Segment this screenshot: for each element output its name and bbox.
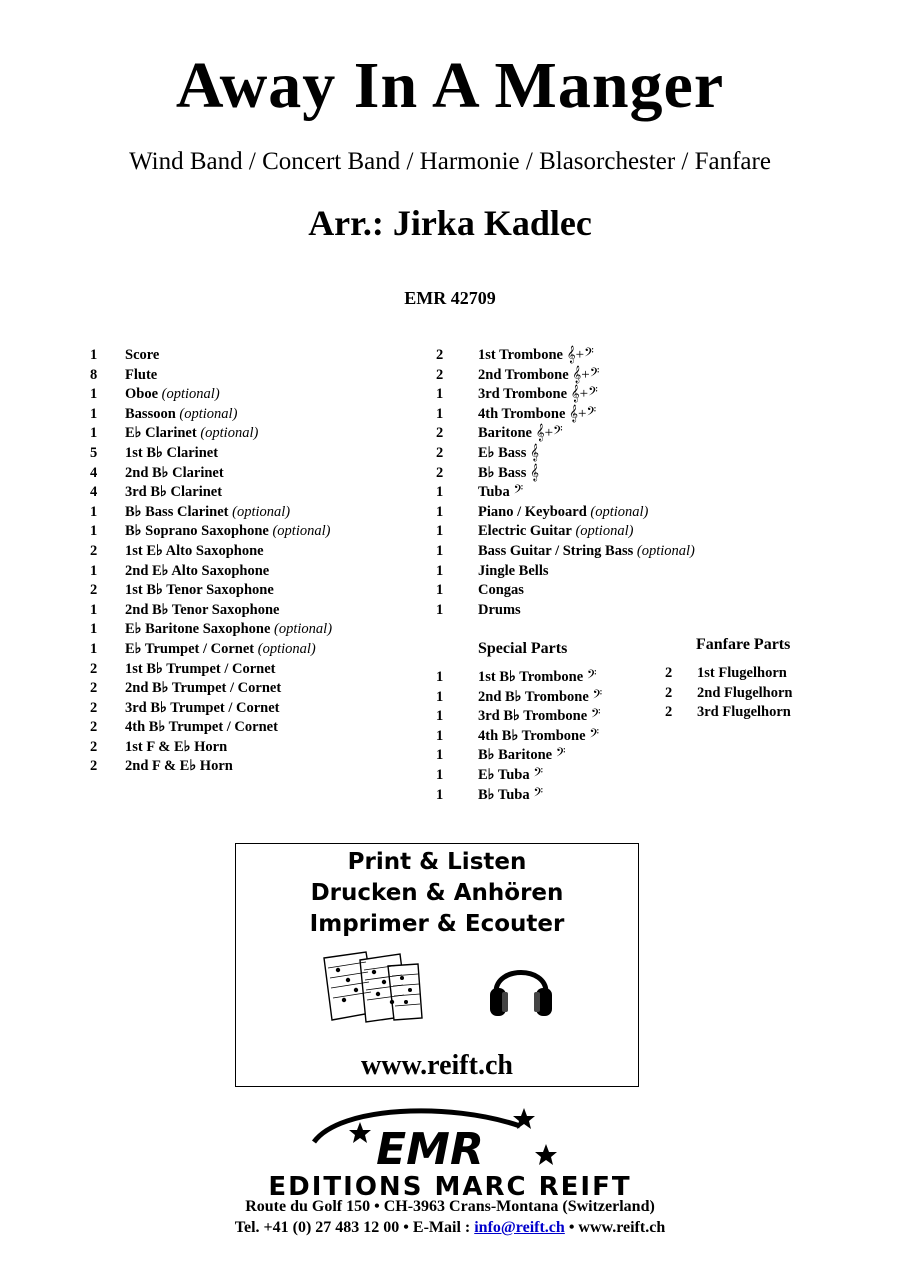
part-name — [125, 405, 237, 425]
part-row — [436, 707, 656, 727]
part-label: E♭ Clarinet — [125, 425, 197, 442]
clef-icon: 𝄞+𝄢 — [531, 425, 563, 442]
part-row — [90, 581, 410, 601]
part-name — [478, 522, 633, 542]
part-label: E♭ Baritone Saxophone — [125, 621, 271, 638]
part-name — [697, 684, 792, 704]
part-name — [125, 522, 330, 542]
part-row — [90, 385, 410, 405]
part-name — [478, 366, 599, 386]
special-parts-list — [436, 668, 656, 805]
part-quantity: 1 — [436, 484, 444, 501]
part-name — [125, 424, 258, 444]
part-label: Oboe — [125, 386, 159, 403]
clef-icon: 𝄢 — [552, 747, 566, 764]
clef-icon: 𝄢 — [509, 484, 524, 501]
part-row — [436, 581, 756, 601]
part-name — [697, 664, 787, 684]
part-quantity: 1 — [436, 542, 444, 559]
part-label: E♭ Trumpet / Cornet — [125, 640, 255, 657]
part-quantity: 1 — [436, 747, 444, 764]
optional-note: (optional) — [158, 386, 220, 403]
part-row — [436, 766, 656, 786]
part-quantity: 1 — [436, 708, 444, 725]
part-label: E♭ Tuba — [478, 766, 530, 783]
part-label: B♭ Bass — [478, 464, 527, 481]
part-label: 2nd E♭ Alto Saxophone — [125, 562, 270, 579]
part-row — [90, 366, 410, 386]
part-row — [436, 444, 756, 464]
part-name — [125, 601, 279, 621]
part-row — [90, 405, 410, 425]
part-quantity: 1 — [436, 727, 444, 744]
print-listen-box — [235, 843, 639, 1087]
part-quantity: 1 — [90, 562, 98, 579]
part-name — [125, 620, 332, 640]
clef-icon: 𝄞+𝄢 — [567, 386, 598, 403]
part-name — [478, 746, 566, 766]
part-label: 1st B♭ Trumpet / Cornet — [125, 660, 276, 677]
part-name — [478, 464, 539, 484]
parts-list-middle — [436, 346, 756, 620]
part-quantity: 2 — [90, 699, 98, 716]
part-quantity: 2 — [90, 758, 98, 775]
part-row — [436, 405, 756, 425]
part-name — [125, 385, 220, 405]
optional-note: (optional) — [586, 503, 649, 520]
optional-note: (optional) — [196, 425, 259, 442]
part-row — [90, 346, 410, 366]
part-quantity: 1 — [90, 621, 98, 638]
part-name — [478, 688, 602, 708]
part-name — [478, 786, 543, 806]
part-label: B♭ Bass Clarinet — [125, 503, 229, 520]
part-quantity: 2 — [90, 719, 98, 736]
part-label: 3rd Flugelhorn — [697, 704, 791, 721]
sheet-music-icon — [318, 950, 426, 1028]
clef-icon: 𝄢 — [587, 708, 601, 725]
part-row — [436, 542, 756, 562]
part-quantity: 2 — [436, 347, 444, 363]
part-row — [90, 464, 410, 484]
clef-icon: 𝄢 — [529, 766, 543, 783]
clef-icon: 𝄞+𝄢 — [563, 347, 594, 363]
part-label: 1st B♭ Clarinet — [125, 444, 219, 461]
part-label: Bassoon — [125, 405, 176, 422]
part-label: 2nd B♭ Trumpet / Cornet — [125, 680, 282, 697]
part-name — [125, 640, 316, 660]
part-name — [125, 660, 276, 680]
catalog-number: EMR 42709 — [404, 288, 496, 308]
part-row — [665, 684, 865, 704]
part-quantity: 1 — [90, 347, 98, 363]
part-name — [478, 601, 521, 621]
part-name — [478, 444, 539, 464]
part-row — [90, 718, 410, 738]
website-text: • www.reift.ch — [564, 1219, 666, 1236]
part-label: Jingle Bells — [478, 562, 549, 579]
clef-icon: 𝄢 — [583, 669, 597, 685]
part-label: 2nd B♭ Clarinet — [125, 464, 224, 481]
part-name — [478, 766, 543, 786]
part-row — [90, 699, 410, 719]
part-label: B♭ Soprano Saxophone — [125, 523, 269, 540]
part-row — [436, 786, 656, 806]
part-row — [90, 483, 410, 503]
part-name — [478, 668, 597, 688]
part-quantity: 2 — [665, 665, 673, 681]
part-label: 3rd Trombone — [478, 386, 568, 403]
part-row — [90, 620, 410, 640]
part-name — [125, 444, 218, 464]
part-label: 3rd B♭ Trumpet / Cornet — [125, 699, 280, 716]
part-row — [436, 385, 756, 405]
part-row — [665, 703, 865, 723]
part-quantity: 2 — [90, 680, 98, 697]
part-quantity: 1 — [436, 386, 444, 403]
part-quantity: 1 — [90, 405, 98, 422]
part-quantity: 2 — [665, 684, 673, 701]
part-row — [665, 664, 865, 684]
promo-line-german: Drucken & Anhören — [310, 880, 564, 906]
part-quantity: 1 — [90, 386, 98, 403]
part-name — [478, 581, 524, 601]
part-name — [125, 346, 159, 366]
part-row — [90, 601, 410, 621]
part-row — [90, 503, 410, 523]
fanfare-parts-heading: Fanfare Parts — [696, 636, 791, 653]
part-row — [436, 601, 756, 621]
part-quantity: 2 — [90, 582, 98, 599]
part-quantity: 1 — [436, 562, 444, 579]
clef-icon: 𝄞 — [526, 464, 539, 481]
special-parts-heading: Special Parts — [478, 640, 568, 657]
part-row — [436, 727, 656, 747]
part-row — [90, 640, 410, 660]
emr-logo — [300, 1104, 570, 1174]
part-row — [90, 660, 410, 680]
part-quantity: 1 — [90, 601, 98, 618]
optional-note: (optional) — [254, 640, 316, 657]
part-quantity: 8 — [90, 366, 98, 383]
part-row — [90, 444, 410, 464]
optional-note: (optional) — [228, 503, 291, 520]
part-name — [125, 483, 222, 503]
part-quantity: 2 — [90, 738, 98, 755]
clef-icon: 𝄞+𝄢 — [568, 366, 600, 383]
part-name — [478, 483, 523, 503]
part-name — [125, 757, 233, 777]
part-label: 2nd B♭ Trombone — [478, 688, 589, 705]
part-label: Tuba — [478, 484, 510, 501]
publisher-address: Route du Golf 150 • CH-3963 Crans-Montana (Switzerland) — [245, 1198, 655, 1215]
part-name — [125, 366, 157, 386]
star-icon — [535, 1144, 557, 1165]
part-name — [125, 718, 278, 738]
part-quantity: 1 — [436, 523, 444, 540]
part-name — [478, 424, 563, 444]
part-name — [478, 405, 596, 425]
email-link[interactable]: info@reift.ch — [474, 1219, 565, 1236]
logo-text: EMR — [376, 1124, 484, 1174]
part-name — [478, 503, 648, 523]
optional-note: (optional) — [268, 523, 331, 540]
part-quantity: 1 — [436, 582, 444, 599]
part-quantity: 1 — [436, 766, 444, 783]
part-quantity: 1 — [436, 601, 444, 618]
clef-icon: 𝄞+𝄢 — [565, 405, 597, 422]
part-label: 2nd B♭ Tenor Saxophone — [125, 601, 280, 618]
part-quantity: 1 — [90, 640, 98, 657]
part-row — [436, 483, 756, 503]
part-name — [125, 542, 264, 562]
part-quantity: 1 — [436, 688, 444, 705]
part-quantity: 1 — [90, 523, 98, 540]
part-label: B♭ Tuba — [478, 786, 530, 803]
part-label: 2nd Flugelhorn — [697, 684, 793, 701]
part-row — [436, 688, 656, 708]
part-label: 2nd Trombone — [478, 366, 569, 383]
part-row — [90, 542, 410, 562]
part-row — [90, 562, 410, 582]
part-label: B♭ Baritone — [478, 747, 553, 764]
part-name — [125, 503, 290, 523]
part-label: Drums — [478, 601, 521, 618]
clef-icon: 𝄢 — [585, 727, 599, 744]
part-row — [436, 746, 656, 766]
part-row — [436, 366, 756, 386]
part-row — [90, 738, 410, 758]
promo-website: www.reift.ch — [361, 1050, 513, 1081]
part-row — [436, 503, 756, 523]
part-label: Piano / Keyboard — [478, 503, 587, 520]
part-label: Bass Guitar / String Bass — [478, 542, 634, 559]
part-label: E♭ Bass — [478, 444, 527, 461]
part-name — [125, 581, 274, 601]
headphones-icon — [486, 952, 556, 1022]
publisher-name: EDITIONS MARC REIFT — [268, 1172, 632, 1202]
part-row — [90, 522, 410, 542]
part-row — [436, 424, 756, 444]
part-quantity: 2 — [436, 366, 444, 383]
part-quantity: 1 — [90, 425, 98, 442]
part-row — [436, 522, 756, 542]
clef-icon: 𝄞 — [526, 444, 539, 461]
part-quantity: 2 — [90, 542, 98, 559]
part-name — [478, 346, 594, 366]
part-quantity: 2 — [436, 425, 444, 442]
part-quantity: 4 — [90, 484, 98, 501]
part-label: 4th B♭ Trumpet / Cornet — [125, 719, 278, 736]
part-name — [125, 679, 281, 699]
page-title: Away In A Manger — [175, 49, 725, 122]
star-icon — [349, 1122, 371, 1143]
part-name — [478, 562, 549, 582]
part-name — [478, 385, 598, 405]
part-quantity: 1 — [436, 503, 444, 520]
part-label: 4th B♭ Trombone — [478, 727, 586, 744]
parts-list-left — [90, 346, 410, 777]
part-label: 1st Trombone — [478, 347, 563, 363]
part-quantity: 4 — [90, 464, 98, 481]
part-quantity: 2 — [665, 704, 673, 721]
part-name — [697, 703, 791, 723]
part-row — [436, 668, 656, 688]
phone-text: Tel. +41 (0) 27 483 12 00 • E-Mail : — [234, 1219, 475, 1236]
part-label: Congas — [478, 582, 524, 599]
subtitle: Wind Band / Concert Band / Harmonie / Blasorchester / Fanfare — [129, 148, 771, 175]
fanfare-parts-list — [665, 664, 865, 723]
part-quantity: 5 — [90, 444, 98, 461]
part-name — [478, 542, 695, 562]
part-label: Baritone — [478, 425, 532, 442]
part-quantity: 1 — [436, 669, 444, 685]
part-label: 3rd B♭ Clarinet — [125, 484, 223, 501]
part-label: 1st F & E♭ Horn — [125, 738, 228, 755]
promo-line-french: Imprimer & Ecouter — [309, 911, 565, 937]
part-row — [90, 679, 410, 699]
optional-note: (optional) — [175, 405, 238, 422]
promo-line-english: Print & Listen — [347, 849, 527, 875]
part-row — [90, 757, 410, 777]
part-quantity: 2 — [436, 444, 444, 461]
part-label: 1st B♭ Tenor Saxophone — [125, 582, 274, 599]
part-name — [478, 727, 599, 747]
part-label: Electric Guitar — [478, 523, 572, 540]
optional-note: (optional) — [633, 542, 695, 559]
part-label: 1st E♭ Alto Saxophone — [125, 542, 264, 559]
optional-note: (optional) — [571, 523, 634, 540]
part-label: 4th Trombone — [478, 405, 566, 422]
part-name — [125, 738, 227, 758]
clef-icon: 𝄢 — [529, 786, 543, 803]
part-row — [436, 346, 756, 366]
part-label: Flute — [125, 366, 158, 383]
part-name — [125, 699, 280, 719]
part-name — [125, 464, 224, 484]
part-label: 2nd F & E♭ Horn — [125, 758, 233, 775]
part-row — [436, 464, 756, 484]
part-row — [90, 424, 410, 444]
part-label: 1st Flugelhorn — [697, 665, 787, 681]
clef-icon: 𝄢 — [588, 688, 603, 705]
part-label: 3rd B♭ Trombone — [478, 708, 588, 725]
part-name — [478, 707, 601, 727]
part-label: 1st B♭ Trombone — [478, 669, 584, 685]
part-name — [125, 562, 269, 582]
optional-note: (optional) — [270, 621, 333, 638]
part-row — [436, 562, 756, 582]
part-quantity: 2 — [436, 464, 444, 481]
part-quantity: 2 — [90, 660, 98, 677]
part-quantity: 1 — [436, 405, 444, 422]
part-quantity: 1 — [90, 503, 98, 520]
part-label: Score — [125, 347, 160, 363]
publisher-contact — [0, 1219, 900, 1237]
arranger: Arr.: Jirka Kadlec — [308, 203, 592, 243]
part-quantity: 1 — [436, 786, 444, 803]
